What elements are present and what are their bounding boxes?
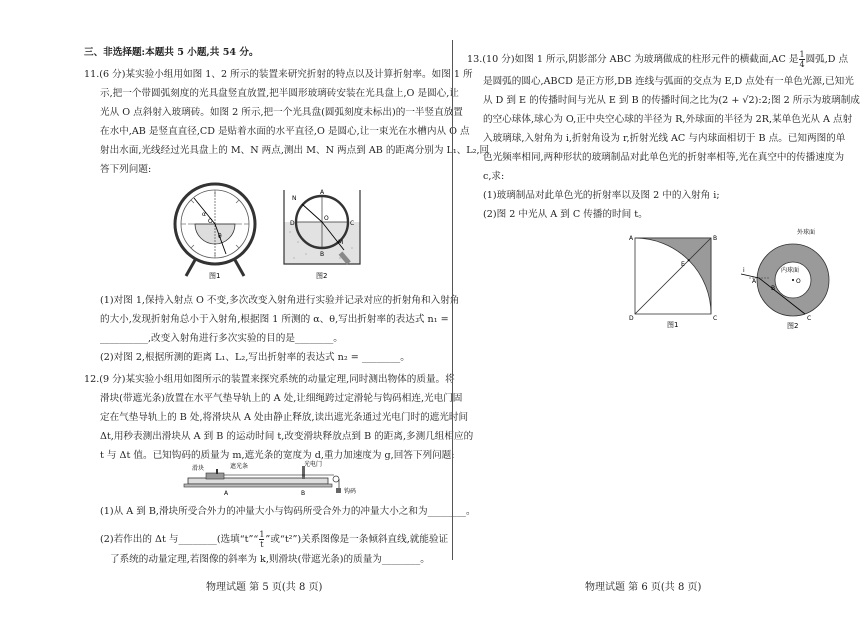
label-outer-sphere: 外球面 — [797, 229, 816, 236]
q11-line: 答下列问题: — [100, 164, 152, 175]
q12-sub2-text: (2)若作出的 Δt 与________(选填“t”“ — [100, 534, 259, 545]
q13-figure-1 — [625, 230, 725, 330]
q11-sub1-line: __________,改变入射角进行多次实验的目的是________。 — [100, 333, 343, 344]
q13-text: 13.(10 分)如图 1 所示,阴影部分 ABC 为玻璃做成的柱形元件的横截面,AC 是 — [467, 54, 799, 65]
q11-figure-2 — [280, 182, 370, 282]
label-c: C — [807, 315, 812, 322]
label-o: O — [324, 215, 329, 222]
q12-sub1-line: (1)从 A 到 B,滑块所受合外力的冲量大小与钩码所受合外力的冲量大小之和为________。 — [100, 506, 476, 517]
q11-sub1-line: (1)对图 1,保持入射点 O 不变,多次改变入射角进行实验并记录对应的折射角和入射角 — [100, 295, 460, 306]
q11-line: 示,把一个带圆弧刻度的光具盘竖直放置,把半圆形玻璃砖安装在光具盘上,O 是圆心,让 — [100, 88, 459, 99]
q12-sub2-text: ”或“t²”)关系图像是一条倾斜直线,就能验证 — [265, 534, 449, 545]
label-slider: 滑块 — [192, 465, 205, 472]
label-n: N — [292, 195, 297, 202]
label-photogate: 光电门 — [304, 461, 323, 468]
label-d: D — [290, 220, 295, 227]
q11-line: 射出水面,光线经过光具盘上的 M、N 两点,测出 M、N 两点到 AB 的距离分别为 L₁、L₂,回 — [100, 145, 490, 156]
q11-line: 在水中,AB 是竖直直径,CD 是贴着水面的水平直径,O 是圆心,让一束光在水槽内从 O 点 — [100, 126, 470, 137]
q12-line: 滑块(带遮光条)放置在水平气垫导轨上的 A 处,让细绳跨过定滑轮与钩码相连,光电门固 — [100, 393, 463, 404]
section-header: 三、非选择题:本题共 5 小题,共 54 分。 — [84, 47, 259, 58]
q13-line: 是圆弧的圆心,ABCD 是正方形,DB 连线与弧面的交点为 E,D 点处有一单色光源,已知光 — [483, 76, 854, 87]
q11-line: 光从 O 点斜射入玻璃砖。如图 2 所示,把一个光具盘(圆弧刻度未标出)的一半竖直放置 — [100, 107, 463, 118]
q13-line: (1)玻璃制品对此单色光的折射率以及图 2 中的入射角 i; — [483, 190, 720, 201]
label-hook-weight: 钩码 — [344, 488, 357, 495]
q13-line: c,求: — [483, 171, 505, 182]
label-e: E — [681, 261, 685, 268]
label-b: B — [301, 490, 306, 497]
label-a: A — [320, 189, 325, 196]
page-footer: 物理试题 第 6 页(共 8 页) — [585, 582, 702, 593]
label-a: A — [224, 490, 229, 497]
fig2-caption: 图2 — [316, 272, 328, 280]
q12-sub2-line — [100, 530, 448, 549]
label-c: C — [350, 220, 355, 227]
label-alpha: α — [202, 211, 206, 218]
q11-line: 11.(6 分)某实验小组用如图 1、2 所示的装置来研究折射的特点以及计算折射率。如图 1 所 — [84, 69, 473, 80]
q11-sub2-line: (2)对图 2,根据所测的距离 L₁、L₂,写出折射率的表达式 n₂ = ________。 — [100, 352, 410, 363]
label-b: B — [771, 285, 776, 292]
q12-line: t 与 Δt 值。已知钩码的质量为 m,遮光条的宽度为 d,重力加速度为 g,回答下列问题: — [100, 450, 455, 461]
fraction-numerator: 1 — [259, 530, 265, 539]
q13-line: 的空心球体,球心为 O,正中央空心球的半径为 R,外球面的半径为 2R,某单色光从 A 点射 — [483, 114, 853, 125]
label-c: C — [713, 315, 718, 322]
label-b: B — [713, 235, 718, 242]
q13-line: 从 D 到 E 的传播时间与光从 E 到 B 的传播时间之比为(2 + √2):2;图 2 所示为玻璃制成 — [483, 95, 860, 106]
q12-line: 12.(9 分)某实验小组用如图所示的装置来探究系统的动量定理,同时测出物体的质量。将 — [84, 374, 455, 385]
label-b: B — [320, 251, 325, 258]
label-a: A — [629, 235, 634, 242]
fraction — [799, 50, 804, 69]
fraction-denominator: t — [260, 540, 264, 549]
q11-sub1-line: 的大小,发现折射角总小于入射角,根据图 1 所测的 α、θ,写出折射率的表达式 n₁ = — [100, 314, 449, 325]
label-i: i — [743, 267, 745, 274]
label-m: M — [338, 239, 344, 246]
label-d: D — [629, 315, 634, 322]
fig2-caption: 图2 — [787, 322, 799, 330]
q12-line: 定在气垫导轨上的 B 处,将滑块从 A 处由静止释放,读出遮光条通过光电门时的遮光时间 — [100, 412, 469, 423]
label-o: O — [208, 218, 213, 225]
label-o: O — [796, 278, 801, 285]
q12-sub2-line: 了系统的动量定理,若图像的斜率为 k,则滑块(带遮光条)的质量为________。 — [110, 554, 430, 565]
page-footer: 物理试题 第 5 页(共 8 页) — [206, 582, 323, 593]
fig1-caption: 图1 — [667, 321, 679, 329]
label-shading-strip: 遮光条 — [230, 463, 249, 470]
q13-line: 色光频率相同,两种形状的玻璃制品对此单色光的折射率相等,光在真空中的传播速度为 — [483, 152, 845, 163]
label-a: A — [752, 278, 757, 285]
label-inner-sphere: 内球面 — [781, 267, 800, 274]
fraction-numerator: 1 — [799, 50, 805, 59]
right-page — [453, 0, 860, 622]
fraction — [259, 530, 264, 549]
fraction-denominator: 4 — [799, 60, 805, 69]
q12-line: Δt,用秒表测出滑块从 A 到 B 的运动时间 t,改变滑块释放点到 B 的距离,多测几组相应的 — [100, 431, 474, 442]
q13-figure-2 — [735, 228, 845, 332]
q13-text: 圆弧,D 点 — [805, 54, 849, 65]
q13-line: (2)图 2 中光从 A 到 C 传播的时间 t。 — [483, 209, 648, 220]
q13-line — [467, 50, 848, 69]
label-theta: θ — [218, 233, 222, 240]
q11-figure-1 — [160, 180, 270, 280]
q13-line: 入玻璃球,入射角为 i,折射角设为 r,折射光线 AC 与内球面相切于 B 点。已知两图的单 — [483, 133, 846, 144]
fig1-caption: 图1 — [209, 272, 221, 280]
q12-figure — [178, 460, 358, 498]
